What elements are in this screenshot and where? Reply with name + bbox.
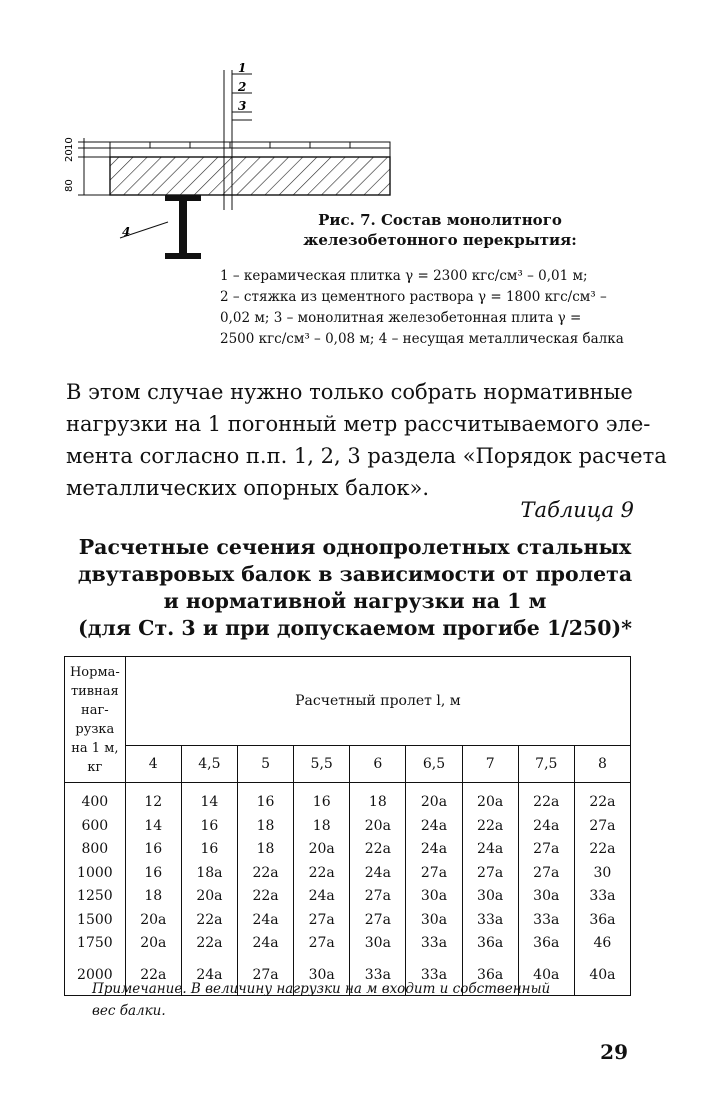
table-cell: 30a: [308, 966, 335, 983]
table-cell: 20a: [420, 794, 448, 810]
table-cell: 14: [200, 794, 219, 810]
table-cell: 24a: [308, 888, 335, 904]
table-cell: 16: [200, 817, 219, 834]
table-cell: 18: [256, 841, 275, 857]
table-cell: 33a: [533, 911, 560, 928]
paragraph-line: мента согласно п.п. 1, 2, 3 раздела «Порядок расчета: [66, 444, 667, 468]
span-header-cell: 6: [350, 746, 406, 783]
table-cell: 20a: [364, 817, 391, 834]
load-column-header: [65, 657, 126, 783]
table-cell: 27a: [364, 911, 391, 928]
table-body-cell: [125, 783, 630, 996]
figure-caption-line: Рис. 7. Состав монолитного: [318, 211, 562, 229]
span-header-cell: 5: [238, 746, 294, 783]
table-cell: 27a: [252, 966, 279, 983]
tile-layer: [110, 142, 390, 148]
table-cell: 22a: [308, 864, 335, 881]
table-cell: 36a: [533, 935, 560, 951]
table-cell: 18a: [196, 864, 223, 881]
table-cell: 16: [312, 794, 331, 810]
layer-label-2: 2: [238, 80, 247, 94]
table-column-cells: [294, 783, 350, 995]
legend-line: 2500 кгс/см³ – 0,08 м; 4 – несущая металлическая балка: [220, 331, 624, 347]
table-cell: 20a: [477, 794, 504, 810]
load-value: 1250: [77, 888, 113, 904]
beam-section-table: [64, 656, 631, 996]
table-cell: 36a: [477, 935, 504, 951]
table-cell: 33a: [420, 935, 448, 951]
table-cell: 14: [144, 817, 163, 834]
table-cell: 33a: [477, 911, 504, 928]
table-cell: 24a: [252, 935, 279, 951]
load-value: 600: [81, 817, 109, 834]
figure-legend: [220, 266, 640, 350]
table-cell: 27a: [420, 864, 448, 881]
load-value: 1500: [77, 911, 113, 928]
span-header-cell: 7: [462, 746, 518, 783]
load-value: 2000: [77, 966, 113, 983]
figure-caption-line: железобетонного перекрытия:: [303, 231, 577, 249]
table-body-grid: [126, 783, 630, 995]
load-value: 400: [81, 794, 109, 810]
table-cell: 24a: [196, 966, 223, 983]
page-number: 29: [600, 1040, 628, 1064]
table-column-cells: [126, 783, 182, 995]
table-cell: 18: [144, 888, 163, 904]
table-cell: 22a: [196, 911, 223, 928]
table-cell: 46: [593, 935, 612, 951]
table-cell: 30a: [420, 911, 448, 928]
table-cell: 18: [368, 794, 387, 810]
dim-20: 20: [64, 149, 75, 162]
table-cell: 27a: [533, 864, 560, 881]
table-cell: 40a: [589, 966, 616, 983]
table-cell: 24a: [252, 911, 279, 928]
table-title-line: двутавровых балок в зависимости от пролета: [77, 562, 633, 586]
table-cell: 22a: [589, 841, 616, 857]
span-header-cell: 4: [125, 746, 181, 783]
table-cell: 22a: [252, 864, 279, 881]
concrete-slab: [110, 157, 390, 195]
table-cell: 30: [593, 864, 612, 881]
table-cell: 22a: [589, 794, 616, 810]
table-cell: 33a: [589, 888, 616, 904]
load-header-line: на 1 м,: [71, 740, 119, 756]
load-header-line: Норма-: [69, 664, 120, 680]
table-cell: 27a: [533, 841, 560, 857]
span-header-cell: 6,5: [406, 746, 462, 783]
table-cell: 27a: [477, 864, 504, 881]
span-header-cell: 5,5: [294, 746, 350, 783]
table-cell: 22a: [477, 817, 504, 834]
table-cell: 22a: [533, 794, 560, 810]
table-cell: 30a: [364, 935, 391, 951]
table-cell: 33a: [364, 966, 391, 983]
span-header-cell: 8: [574, 746, 630, 783]
table-title-line: (для Ст. 3 и при допускаемом прогибе 1/250)*: [78, 616, 632, 640]
table-column-cells: [350, 783, 406, 995]
table-cell: 16: [256, 794, 275, 810]
table-cell: 16: [144, 864, 163, 881]
table-cell: 30a: [533, 888, 560, 904]
table-cell: 27a: [308, 935, 335, 951]
note-line: вес балки.: [92, 1003, 166, 1019]
table-title-line: Расчетные сечения однопролетных стальных: [78, 535, 632, 559]
table-cell: 16: [200, 841, 219, 857]
table-column-cells: [518, 783, 574, 995]
layer-label-1: 1: [238, 61, 247, 75]
table-cell: 36a: [589, 911, 616, 928]
table-cell: 22a: [140, 966, 167, 983]
body-paragraph: [66, 376, 667, 504]
table-cell: 24a: [420, 841, 448, 857]
table-cell: 30a: [420, 888, 448, 904]
beam-marker-4: 4: [122, 225, 131, 239]
table-cell: 27a: [364, 888, 391, 904]
span-header: Расчетный пролет l, м: [125, 657, 630, 746]
span-header-cell: 4,5: [181, 746, 237, 783]
load-value: 800: [81, 841, 109, 857]
table-cell: 18: [312, 817, 331, 834]
table-cell: 18: [256, 817, 275, 834]
screed-layer: [110, 148, 390, 157]
load-value: 1000: [77, 864, 113, 881]
table-cell: 36a: [477, 966, 504, 983]
table-column-cells: [181, 783, 237, 995]
load-header-line: кг: [87, 759, 103, 775]
span-values-row: [65, 746, 631, 783]
table-column-cells: [237, 783, 293, 995]
table-cell: 16: [144, 841, 163, 857]
dim-80: 80: [64, 179, 75, 192]
paragraph-line: В этом случае нужно только собрать нормативные: [66, 380, 633, 404]
paragraph-line: нагрузки на 1 погонный метр рассчитываемого эле-: [66, 412, 651, 436]
table-cell: 24a: [364, 864, 391, 881]
span-header-cell: 7,5: [518, 746, 574, 783]
table-cell: 40a: [533, 966, 560, 983]
load-header-line: рузка: [75, 721, 115, 737]
table-cell: 20a: [140, 935, 167, 951]
dim-10: 10: [64, 137, 75, 150]
paragraph-line: металлических опорных балок».: [66, 476, 430, 500]
table-label: Таблица 9: [520, 498, 634, 522]
load-header-line: наг-: [81, 702, 109, 718]
table-cell: 20a: [308, 841, 335, 857]
figure-caption: [300, 210, 580, 250]
table-cell: 27a: [589, 817, 616, 834]
layer-label-3: 3: [238, 99, 247, 113]
table-column-cells: [406, 783, 462, 995]
load-values-cell: [65, 783, 126, 996]
table-cell: 30a: [477, 888, 504, 904]
table-cell: 22a: [252, 888, 279, 904]
table-column-cells: [574, 783, 630, 995]
steel-i-beam: [165, 195, 201, 259]
legend-line: 0,02 м; 3 – монолитная железобетонная плита γ =: [220, 310, 582, 326]
legend-line: 1 – керамическая плитка γ = 2300 кгс/см³ – 0,01 м;: [220, 268, 588, 284]
table-cell: 22a: [364, 841, 391, 857]
table-cell: 22a: [196, 935, 223, 951]
table-cell: 24a: [420, 817, 448, 834]
table-column-cells: [462, 783, 518, 995]
table-title: [60, 534, 650, 642]
table-cell: 20a: [196, 888, 223, 904]
table-cell: 20a: [140, 911, 167, 928]
note-line: Примечание. В величину нагрузки на м входит и собственный: [92, 981, 551, 997]
legend-line: 2 – стяжка из цементного раствора γ = 1800 кгс/см³ –: [220, 289, 607, 305]
table-cell: 24a: [533, 817, 560, 834]
table-note: [92, 978, 637, 1022]
load-value: 1750: [77, 935, 113, 951]
table-title-line: и нормативной нагрузки на 1 м: [163, 589, 547, 613]
load-header-line: тивная: [70, 683, 119, 699]
table-cell: 24a: [477, 841, 504, 857]
table-cell: 27a: [308, 911, 335, 928]
table-cell: 33a: [420, 966, 448, 983]
table-cell: 12: [144, 794, 163, 810]
